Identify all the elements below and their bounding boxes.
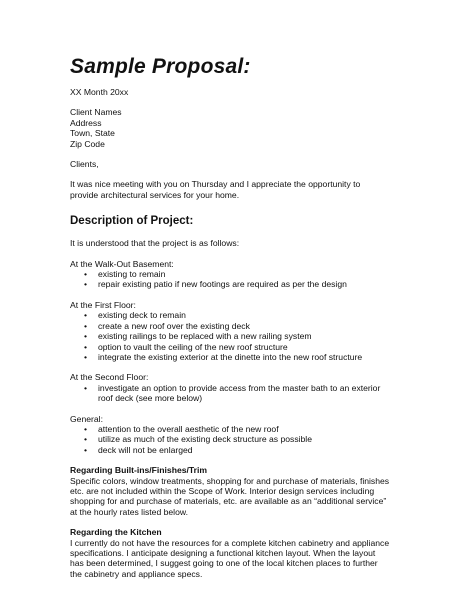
list-item-text: create a new roof over the existing deck <box>98 320 250 331</box>
project-groups <box>70 249 460 456</box>
kitchen-heading: Regarding the Kitchen <box>70 527 162 538</box>
list-item-text: utilize as much of the existing deck structure as possible <box>98 434 312 445</box>
group-label: General: <box>70 413 103 424</box>
group-label: At the Walk-Out Basement: <box>70 258 174 269</box>
bullet-list <box>70 383 460 404</box>
group-label: At the First Floor: <box>70 299 136 310</box>
bullet-icon: • <box>84 444 88 455</box>
salutation-text: Clients, <box>70 159 99 170</box>
list-item-text: deck will not be enlarged <box>98 444 193 455</box>
list-item-text: repair existing patio if new footings are required as per the design <box>98 279 347 290</box>
list-item <box>84 424 460 434</box>
list-item <box>84 331 460 341</box>
bullet-icon: • <box>84 423 88 434</box>
description-lead <box>70 238 460 248</box>
list-item <box>84 269 460 279</box>
bullet-icon: • <box>84 269 88 280</box>
address-line: Zip Code <box>70 138 105 149</box>
group-label: At the Second Floor: <box>70 372 149 383</box>
kitchen-section <box>70 527 460 579</box>
list-item-text: roof deck (see more below) <box>98 393 203 404</box>
list-item-text: attention to the overall aesthetic of the new roof <box>98 423 279 434</box>
description-lead-text: It is understood that the project is as follows: <box>70 238 240 249</box>
list-item <box>84 383 460 404</box>
list-item <box>84 279 460 289</box>
kitchen-line: I currently do not have the resources for a complete kitchen cabinetry and appliance <box>70 537 390 548</box>
bullet-icon: • <box>84 310 88 321</box>
list-item-text: existing to remain <box>98 269 166 280</box>
intro-line: provide architectural services for your home. <box>70 189 240 200</box>
client-address <box>70 107 460 149</box>
builtins-line: etc. are not included within the Scope of Work. Interior design services including <box>70 485 375 496</box>
list-item <box>84 310 460 320</box>
intro-paragraph <box>70 179 460 200</box>
list-item <box>84 342 460 352</box>
list-item-text: existing deck to remain <box>98 310 186 321</box>
list-item <box>84 321 460 331</box>
bullet-icon: • <box>84 331 88 342</box>
address-line: Address <box>70 117 102 128</box>
bullet-list <box>70 269 460 290</box>
bullet-icon: • <box>84 279 88 290</box>
kitchen-line: specifications. I anticipate designing a functional kitchen layout. When the layout <box>70 548 376 558</box>
intro-line: It was nice meeting with you on Thursday and I appreciate the opportunity to <box>70 179 361 190</box>
builtins-line: at the hourly rates listed below. <box>70 506 188 517</box>
kitchen-line: has been determined, I suggest going to one of the local kitchen places to further <box>70 558 378 569</box>
list-item <box>84 445 460 455</box>
builtins-heading: Regarding Built-ins/Finishes/Trim <box>70 465 208 476</box>
document-title: Sample Proposal: <box>70 55 251 78</box>
bullet-list <box>70 310 460 362</box>
address-line: Town, State <box>70 128 115 139</box>
address-line: Client Names <box>70 107 122 118</box>
document-page <box>70 54 460 579</box>
builtins-line: Specific colors, window treatments, shopping for and purchase of materials, finishes <box>70 475 390 486</box>
list-item <box>84 434 460 444</box>
builtins-section <box>70 465 460 517</box>
date-line <box>70 87 460 97</box>
bullet-icon: • <box>84 434 88 445</box>
date: XX Month 20xx <box>70 87 129 97</box>
bullet-list <box>70 424 460 455</box>
list-item-text: existing railings to be replaced with a new railing system <box>98 331 312 342</box>
description-heading: Description of Project: <box>70 215 194 228</box>
bullet-icon: • <box>84 341 88 352</box>
builtins-line: shopping for and purchase of materials, etc. are available as an “additional service” <box>70 496 387 507</box>
list-item <box>84 352 460 362</box>
list-item-text: integrate the existing exterior at the dinette into the new roof structure <box>98 351 363 362</box>
bullet-icon: • <box>84 382 88 393</box>
list-item-text: option to vault the ceiling of the new roof structure <box>98 341 288 352</box>
bullet-icon: • <box>84 351 88 362</box>
salutation <box>70 159 460 169</box>
list-item-text: investigate an option to provide access from the master bath to an exterior <box>98 382 381 393</box>
bullet-icon: • <box>84 320 88 331</box>
kitchen-line: the cabinetry and appliance specs. <box>70 568 203 579</box>
